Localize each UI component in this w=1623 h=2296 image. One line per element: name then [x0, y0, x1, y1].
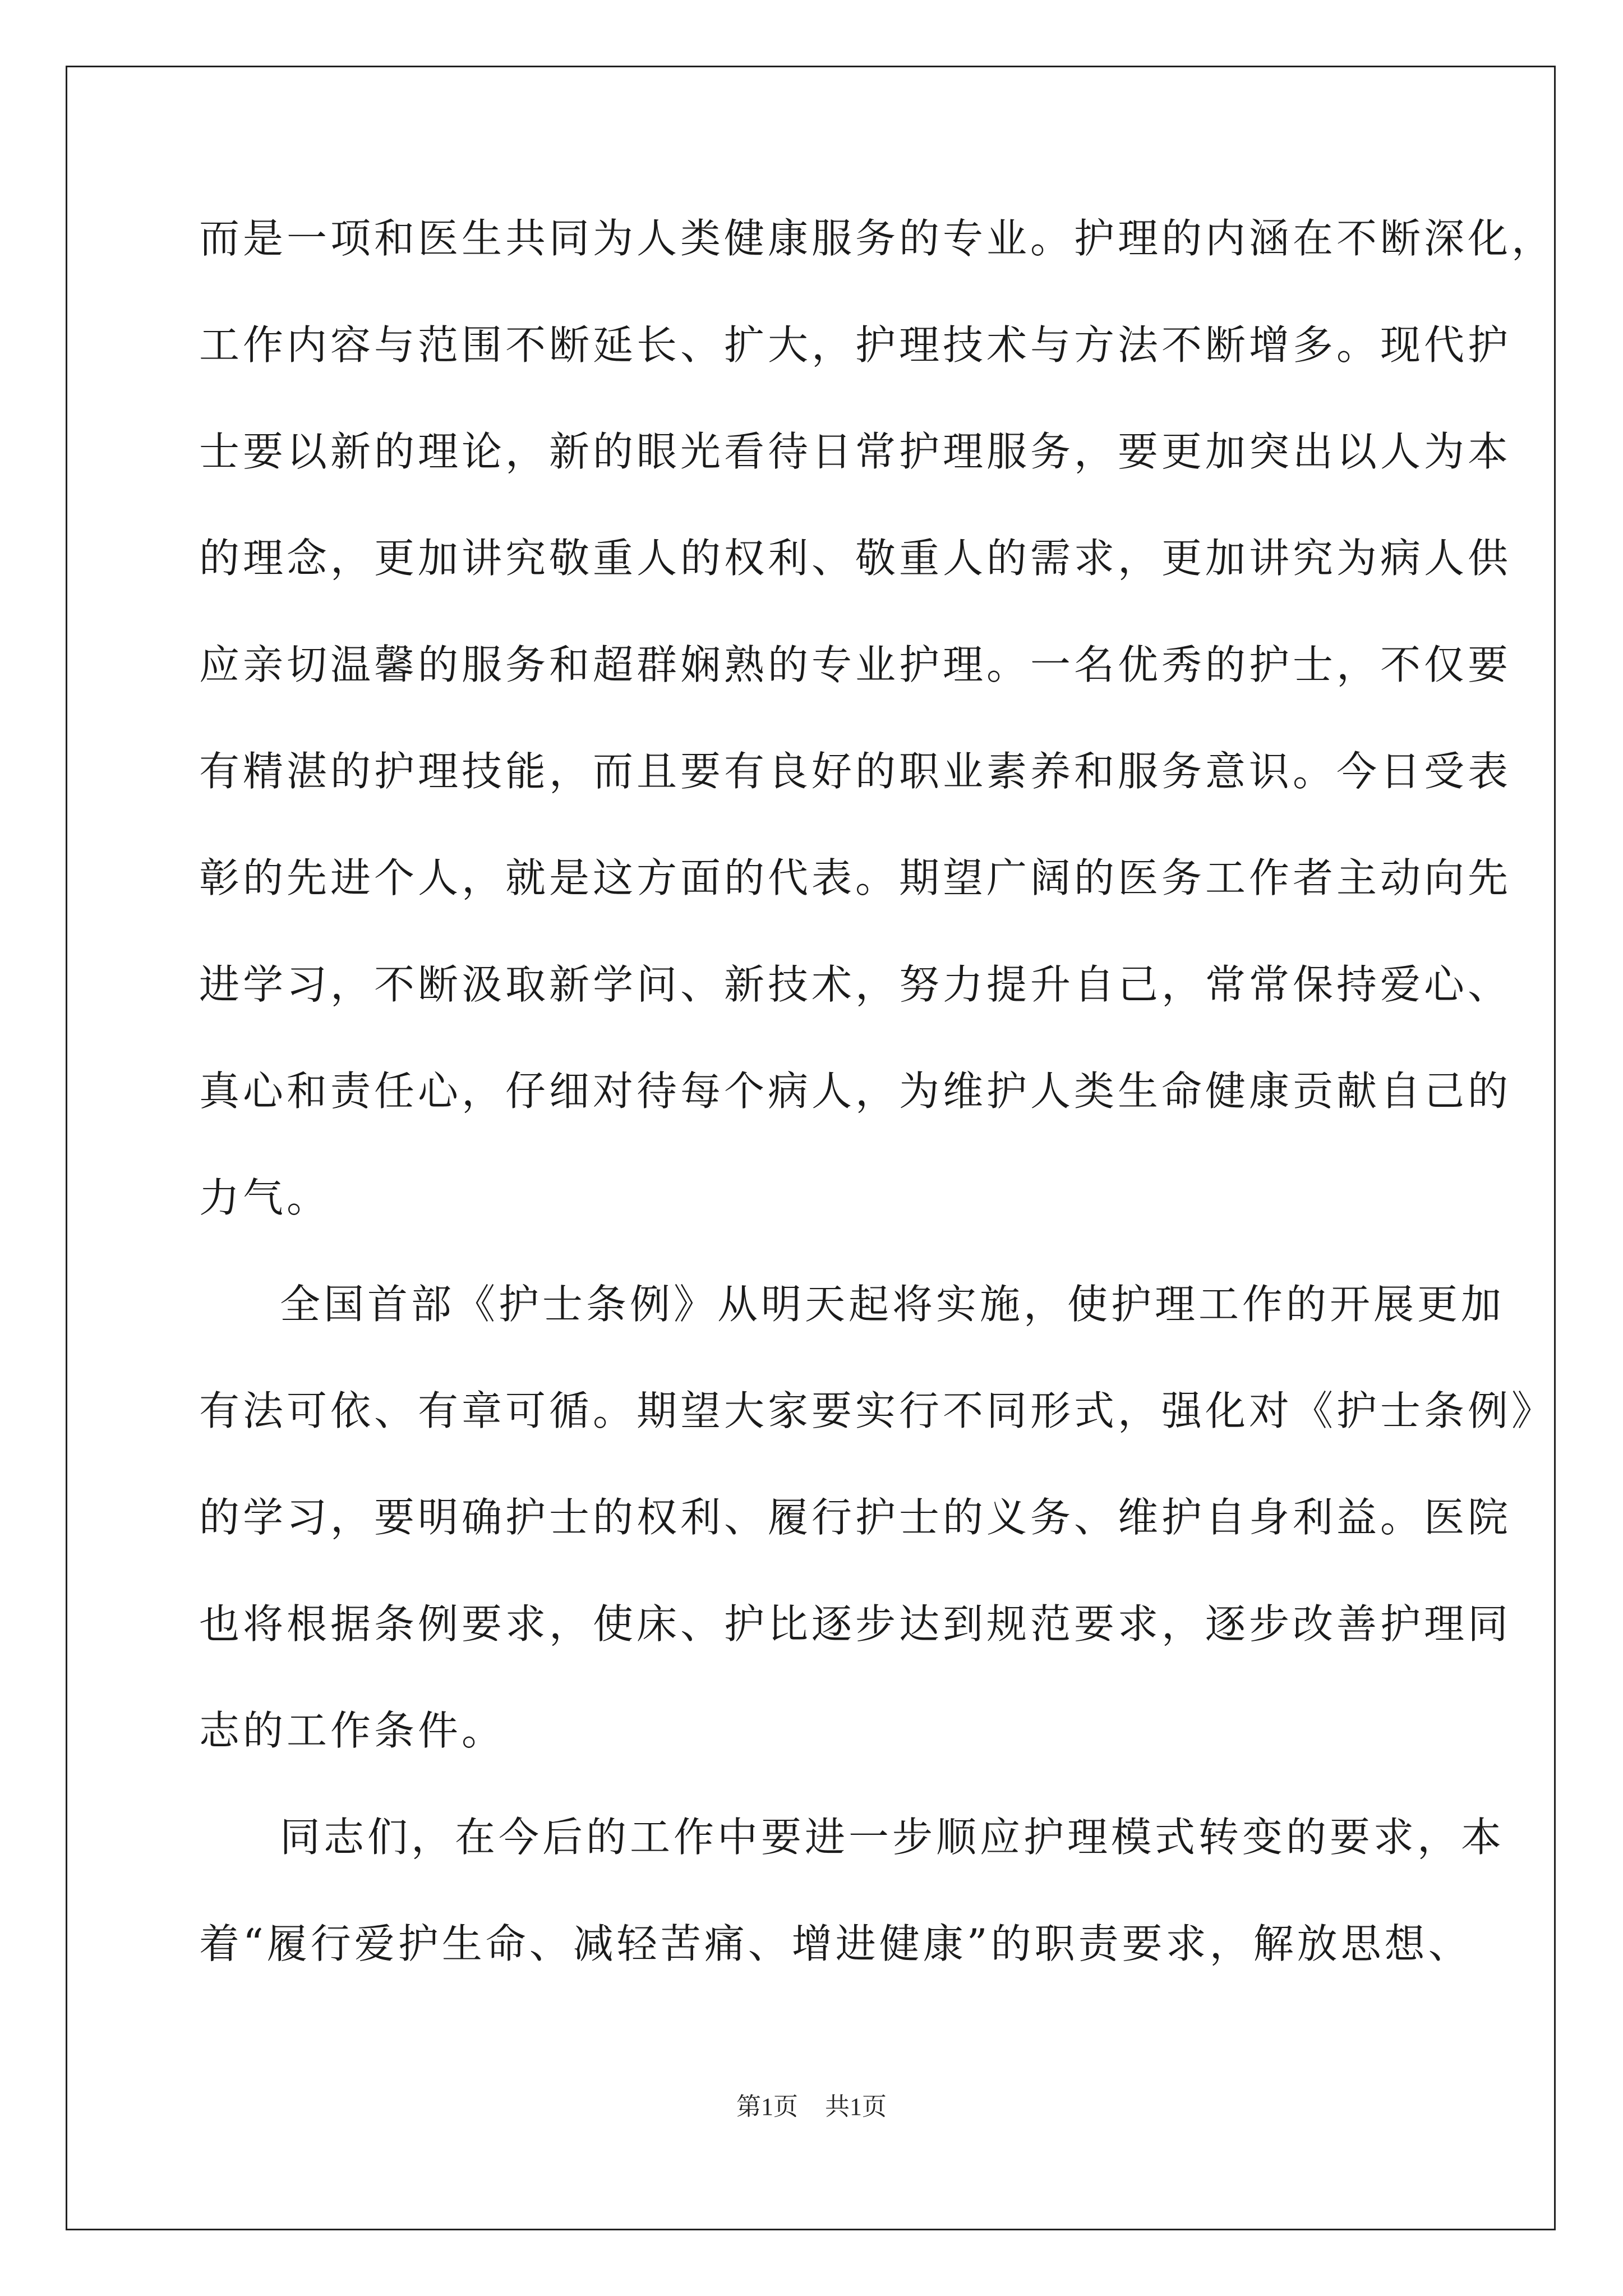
page-footer — [0, 2091, 1623, 2123]
text-line: 应亲切温馨的服务和超群娴熟的专业护理。一名优秀的护士，不仅要 — [199, 641, 1512, 688]
text-line: 真心和责任心，仔细对待每个病人，为维护人类生命健康贡献自己的 — [199, 1068, 1512, 1115]
text-line: 也将根据条例要求，使床、护比逐步达到规范要求，逐步改善护理同 — [199, 1600, 1512, 1648]
page-number: 第1页 — [736, 2093, 798, 2120]
text-line: 彰的先进个人，就是这方面的代表。期望广阔的医务工作者主动向先 — [199, 854, 1512, 901]
page-total: 共1页 — [825, 2093, 887, 2120]
text-line: 而是一项和医生共同为人类健康服务的专业。护理的内涵在不断深化， — [199, 215, 1556, 262]
text-line: 进学习，不断汲取新学问、新技术，努力提升自己，常常保持爱心、 — [199, 961, 1512, 1008]
text-line: 着“履行爱护生命、减轻苦痛、增进健康”的职责要求，解放思想、 — [199, 1920, 1472, 1967]
text-line: 志的工作条件。 — [199, 1707, 506, 1754]
text-line: 力气。 — [199, 1174, 331, 1221]
text-line: 工作内容与范围不断延长、扩大，护理技术与方法不断增多。现代护 — [199, 321, 1512, 369]
text-line: 的理念，更加讲究敬重人的权利、敬重人的需求，更加讲究为病人供 — [199, 535, 1512, 582]
paragraph-first-line: 同志们，在今后的工作中要进一步顺应护理模式转变的要求，本 — [280, 1814, 1505, 1861]
text-line: 有精湛的护理技能，而且要有良好的职业素养和服务意识。今日受表 — [199, 748, 1512, 795]
text-line: 士要以新的理论，新的眼光看待日常护理服务，要更加突出以人为本 — [199, 428, 1512, 475]
document-body — [199, 185, 1556, 1997]
text-line: 的学习，要明确护士的权利、履行护士的义务、维护自身利益。医院 — [199, 1494, 1512, 1541]
text-line: 有法可依、有章可循。期望大家要实行不同形式，强化对《护士条例》 — [199, 1387, 1556, 1434]
paragraph-first-line: 全国首部《护士条例》从明天起将实施，使护理工作的开展更加 — [280, 1281, 1505, 1328]
